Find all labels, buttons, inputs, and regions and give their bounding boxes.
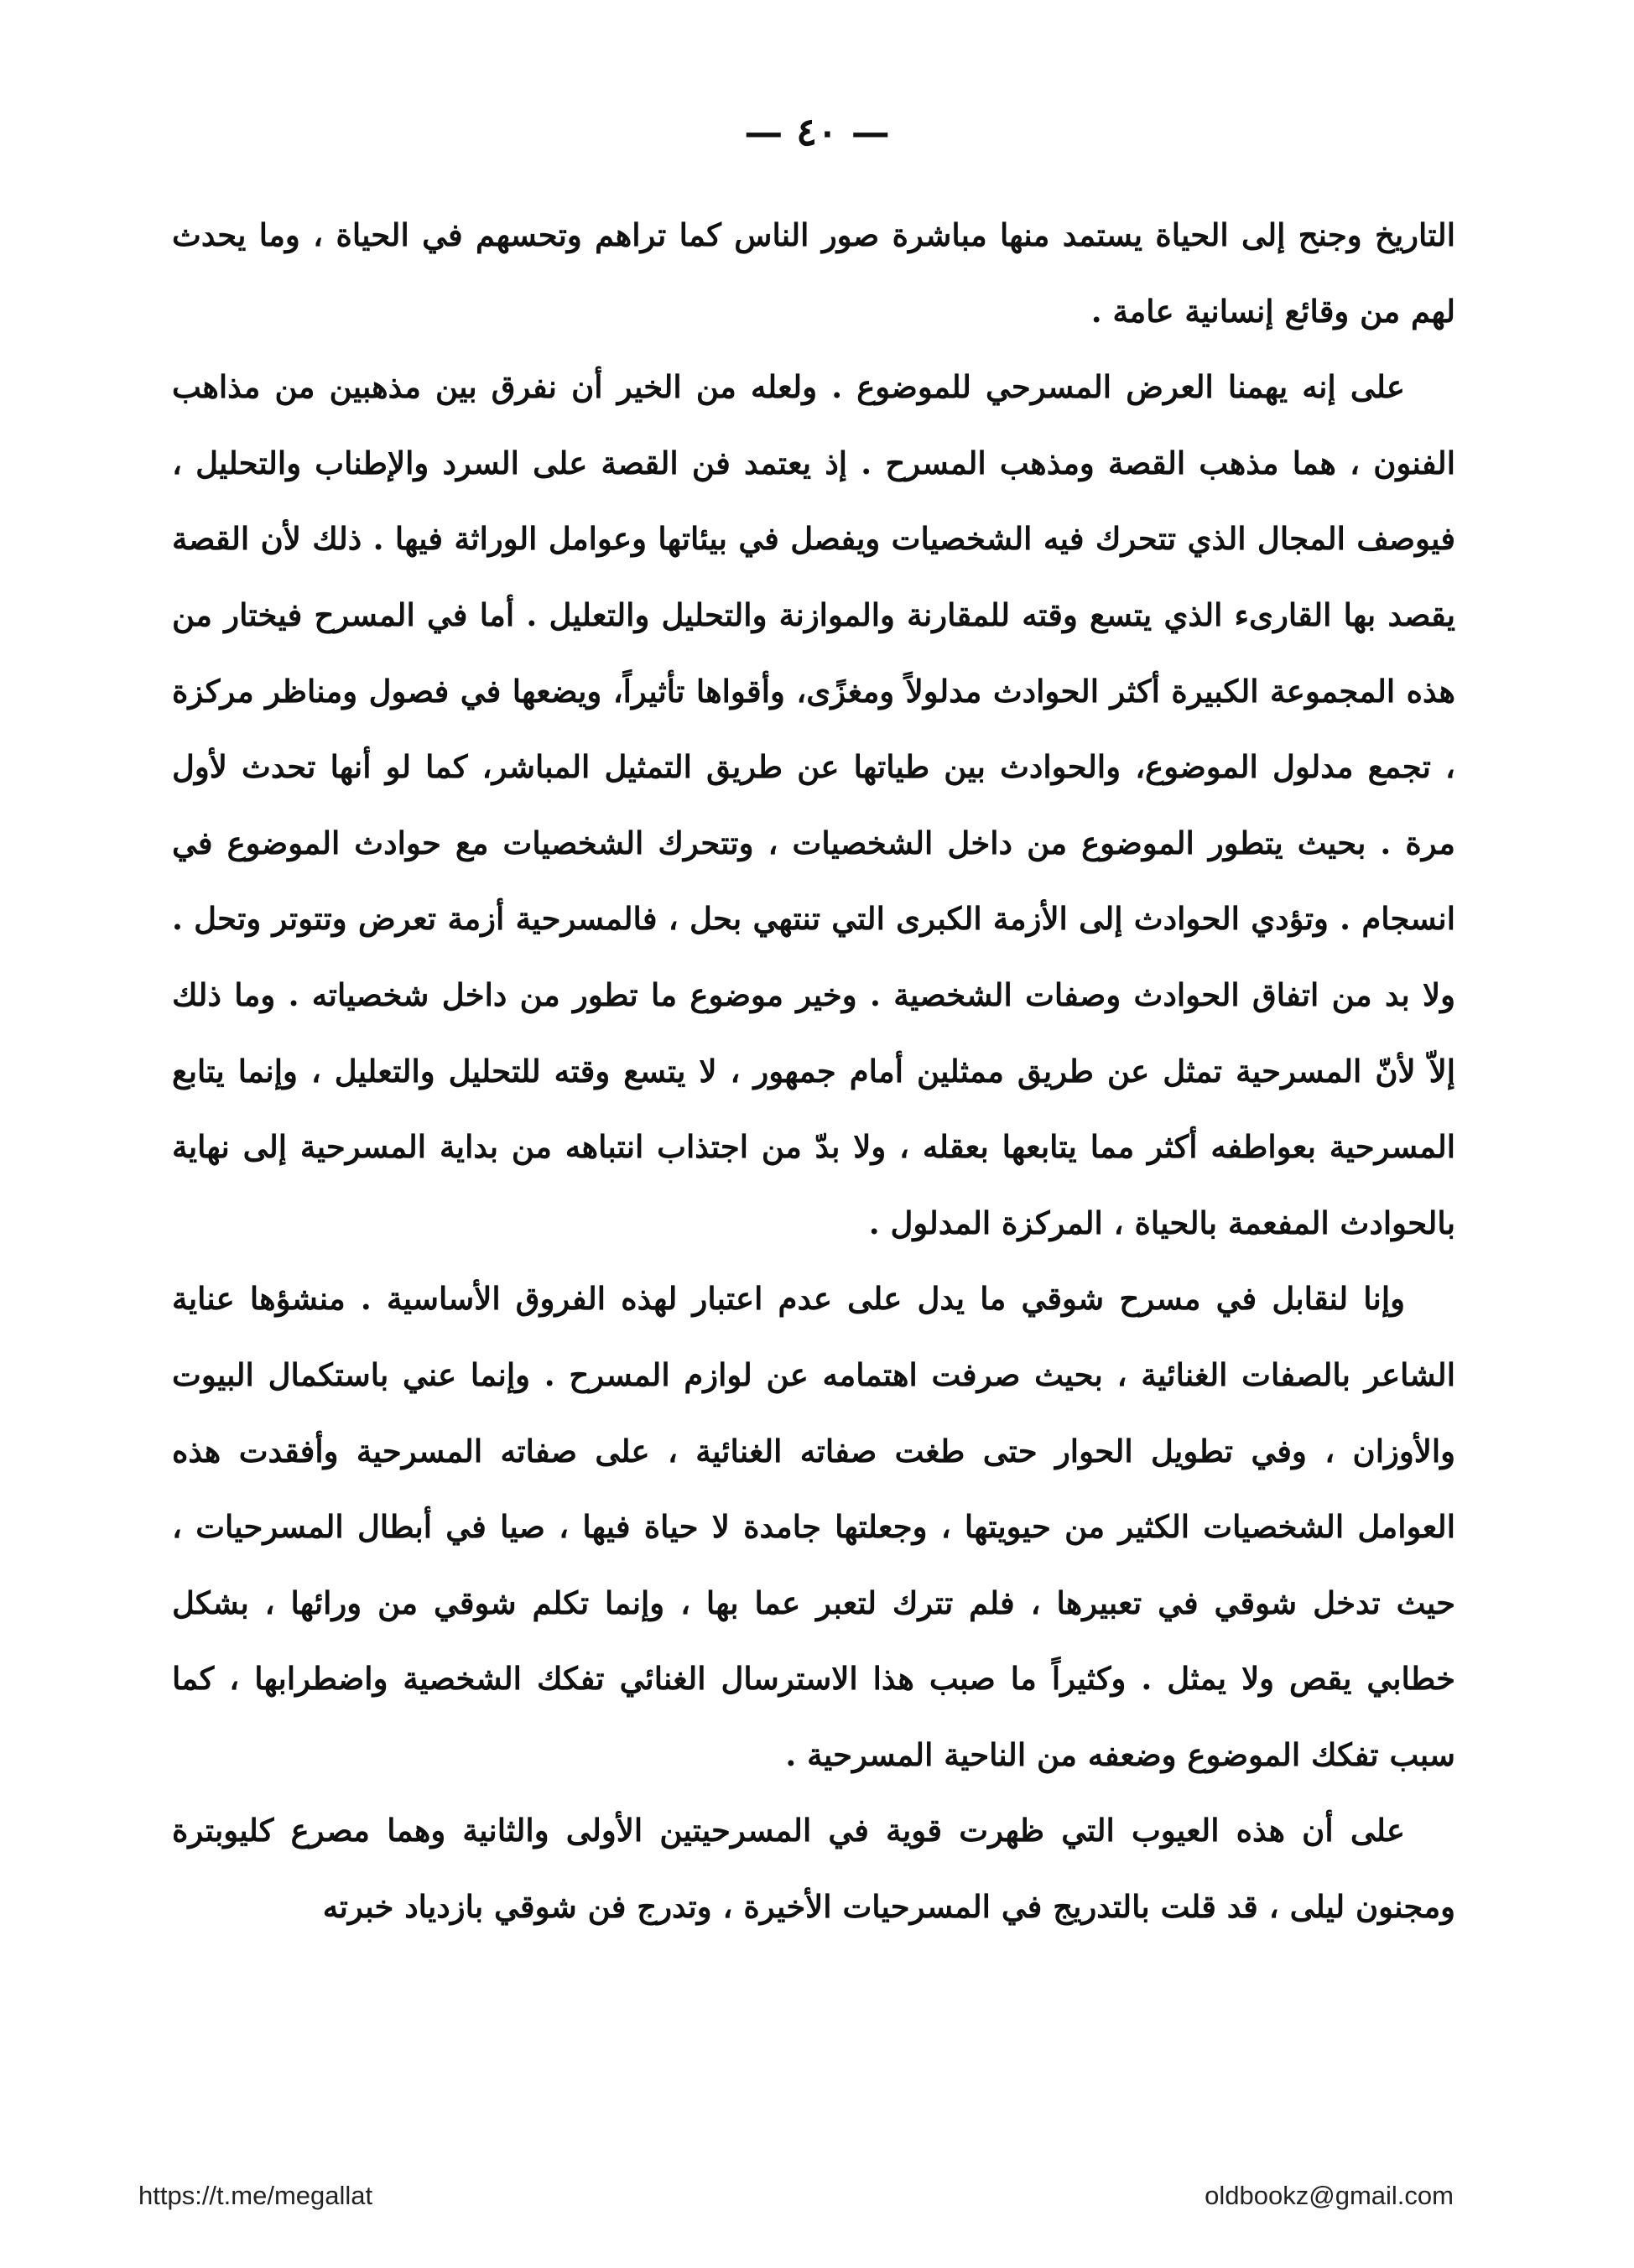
paragraph: على إنه يهمنا العرض المسرحي للموضوع . ولعله من الخير أن نفرق بين مذهبين من مذاهب الفنون ، هما مذهب القصة ومذهب المسرح . إذ يعتمد فن القصة على السرد والإطناب والتحليل ، فيوصف المجال الذي تتحرك فيه الشخصيات ويفصل في بيئاتها وعوامل الوراثة فيها . ذلك لأن القصة يقصد بها القارىء الذي يتسع وقته للمقارنة والموازنة والتحليل والتعليل . أما في المسرح فيختار من هذه المجموعة الكبيرة أكثر الحوادث مدلولاً ومغزًى، وأقواها تأثيراً، ويضعها في فصول ومناظر مركزة ، تجمع مدلول الموضوع، والحوادث بين طياتها عن طريق التمثيل المباشر، كما لو أنها تحدث لأول مرة . بحيث يتطور الموضوع من داخل الشخصيات ، وتتحرك الشخصيات مع حوادث الموضوع في انسجام . وتؤدي الحوادث إلى الأزمة الكبرى التي تنتهي بحل ، فالمسرحية أزمة تعرض وتتوتر وتحل . ولا بد من اتفاق الحوادث وصفات الشخصية . وخير موضوع ما تطور من داخل شخصياته . وما ذلك إلاّ لأنّ المسرحية تمثل عن طريق ممثلين أمام جمهور ، لا يتسع وقته للتحليل والتعليل ، وإنما يتابع المسرحية بعواطفه أكثر مما يتابعها بعقله ، ولا بدّ من اجتذاب انتباهه من بداية المسرحية إلى نهاية بالحوادث المفعمة بالحياة ، المركزة المدلول . bbox=[172, 368, 1455, 1241]
footer-email: oldbookz@gmail.com bbox=[1205, 2181, 1454, 2210]
paragraph: على أن هذه العيوب التي ظهرت قوية في المسرحيتين الأولى والثانية وهما مصرع كليوبترة ومجنون ليلى ، قد قلت بالتدريج في المسرحيات الأخيرة ، وتدرج فن شوقي بازدياد خبرته bbox=[172, 1812, 1455, 1926]
paragraph: وإنا لنقابل في مسرح شوقي ما يدل على عدم اعتبار لهذه الفروق الأساسية . منشؤها عناية الشاعر بالصفات الغنائية ، بحيث صرفت اهتمامه عن لوازم المسرح . وإنما عني باستكمال البيوت والأوزان ، وفي تطويل الحوار حتى طغت صفاته الغنائية ، على صفاته المسرحية وأفقدت هذه العوامل الشخصيات الكثير من حيويتها ، وجعلتها جامدة لا حياة فيها ، صيا في أبطال المسرحيات ، حيث تدخل شوقي في تعبيرها ، فلم تترك لتعبر عما بها ، وإنما تكلم شوقي من ورائها ، بشكل خطابي يقص ولا يمثل . وكثيراً ما صبب هذا الاسترسال الغنائي تفكك الشخصية واضطرابها ، كما سبب تفكك الموضوع وضعفه من الناحية المسرحية . bbox=[172, 1280, 1455, 1773]
page-number: — ٤٠ — bbox=[744, 109, 890, 154]
paragraph: التاريخ وجنح إلى الحياة يستمد منها مباشرة صور الناس كما تراهم وتحسهم في الحياة ، وما يحدث لهم من وقائع إنسانية عامة . bbox=[172, 216, 1455, 330]
footer-telegram-link: https://t.me/megallat bbox=[138, 2181, 373, 2210]
body-text bbox=[172, 197, 1455, 1945]
